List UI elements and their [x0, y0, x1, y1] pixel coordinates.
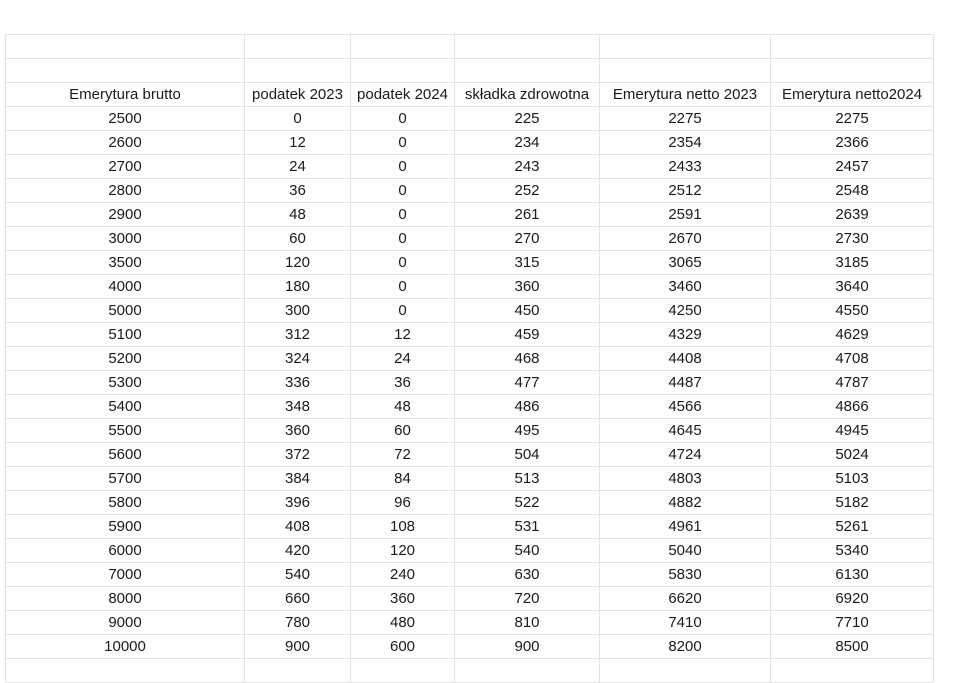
table-cell[interactable]: 36 — [351, 371, 455, 395]
table-cell[interactable]: 5261 — [771, 515, 934, 539]
table-cell[interactable]: 0 — [351, 227, 455, 251]
table-cell[interactable]: 120 — [351, 539, 455, 563]
table-cell[interactable]: 495 — [455, 419, 600, 443]
table-row — [6, 179, 934, 203]
table-cell[interactable]: 5500 — [6, 419, 245, 443]
table-cell[interactable]: 5100 — [6, 323, 245, 347]
table-cell[interactable]: 10000 — [6, 635, 245, 659]
table-row — [6, 515, 934, 539]
table-cell[interactable]: 4866 — [771, 395, 934, 419]
table-cell[interactable]: 8200 — [600, 635, 771, 659]
header-cell-netto-2024[interactable]: Emerytura netto2024 — [771, 83, 934, 107]
table-row — [6, 539, 934, 563]
table-cell[interactable]: 900 — [245, 635, 351, 659]
table-cell[interactable]: 468 — [455, 347, 600, 371]
table-cell[interactable]: 2433 — [600, 155, 771, 179]
header-cell-podatek-2024[interactable]: podatek 2024 — [351, 83, 455, 107]
table-cell[interactable]: 2730 — [771, 227, 934, 251]
table-cell[interactable]: 348 — [245, 395, 351, 419]
table-cell[interactable]: 8000 — [6, 587, 245, 611]
table-cell[interactable]: 5024 — [771, 443, 934, 467]
table-cell[interactable]: 540 — [245, 563, 351, 587]
table-cell[interactable]: 4629 — [771, 323, 934, 347]
table-cell[interactable]: 900 — [455, 635, 600, 659]
header-cell-podatek-2023[interactable]: podatek 2023 — [245, 83, 351, 107]
table-row — [6, 467, 934, 491]
table-cell[interactable]: 48 — [245, 203, 351, 227]
spreadsheet-grid — [5, 34, 934, 683]
table-cell[interactable]: 5103 — [771, 467, 934, 491]
table-cell[interactable]: 2275 — [771, 107, 934, 131]
table-cell[interactable]: 4329 — [600, 323, 771, 347]
table-cell[interactable]: 459 — [455, 323, 600, 347]
table-cell[interactable]: 270 — [455, 227, 600, 251]
table-cell[interactable]: 4787 — [771, 371, 934, 395]
table-cell[interactable]: 4000 — [6, 275, 245, 299]
header-cell-emerytura-brutto[interactable]: Emerytura brutto — [6, 83, 245, 107]
table-cell[interactable]: 4961 — [600, 515, 771, 539]
table-cell[interactable]: 0 — [351, 131, 455, 155]
table-cell[interactable]: 2900 — [6, 203, 245, 227]
table-cell[interactable]: 0 — [245, 107, 351, 131]
table-row — [6, 587, 934, 611]
table-row — [6, 323, 934, 347]
table-cell[interactable]: 4803 — [600, 467, 771, 491]
table-cell[interactable]: 24 — [245, 155, 351, 179]
table-cell[interactable]: 72 — [351, 443, 455, 467]
table-cell[interactable]: 600 — [351, 635, 455, 659]
table-cell[interactable]: 2591 — [600, 203, 771, 227]
table-cell[interactable]: 4882 — [600, 491, 771, 515]
table-row — [6, 371, 934, 395]
table-cell[interactable]: 225 — [455, 107, 600, 131]
table-cell[interactable]: 0 — [351, 299, 455, 323]
table-cell[interactable]: 2600 — [6, 131, 245, 155]
table-cell[interactable]: 3460 — [600, 275, 771, 299]
empty-row — [6, 659, 934, 683]
table-cell[interactable]: 5800 — [6, 491, 245, 515]
table-cell[interactable]: 0 — [351, 107, 455, 131]
table-row — [6, 395, 934, 419]
table-cell[interactable]: 396 — [245, 491, 351, 515]
table-row — [6, 203, 934, 227]
table-cell[interactable]: 324 — [245, 347, 351, 371]
table-cell[interactable]: 5040 — [600, 539, 771, 563]
table-cell[interactable]: 477 — [455, 371, 600, 395]
table-row — [6, 563, 934, 587]
table-cell[interactable]: 4708 — [771, 347, 934, 371]
table-row — [6, 155, 934, 179]
table-cell[interactable]: 5700 — [6, 467, 245, 491]
table-cell[interactable]: 0 — [351, 251, 455, 275]
table-row — [6, 299, 934, 323]
table-cell[interactable]: 2457 — [771, 155, 934, 179]
table-cell[interactable]: 372 — [245, 443, 351, 467]
table-cell[interactable]: 12 — [245, 131, 351, 155]
table-cell[interactable]: 4645 — [600, 419, 771, 443]
table-cell[interactable]: 540 — [455, 539, 600, 563]
table-cell[interactable]: 5300 — [6, 371, 245, 395]
table-cell[interactable]: 660 — [245, 587, 351, 611]
table-cell[interactable]: 300 — [245, 299, 351, 323]
table-cell[interactable]: 243 — [455, 155, 600, 179]
table-cell[interactable]: 3185 — [771, 251, 934, 275]
table-cell[interactable]: 5830 — [600, 563, 771, 587]
table-cell[interactable]: 2275 — [600, 107, 771, 131]
table-row — [6, 419, 934, 443]
table-cell[interactable]: 810 — [455, 611, 600, 635]
table-row — [6, 251, 934, 275]
table-cell[interactable]: 4487 — [600, 371, 771, 395]
pension-table — [5, 34, 934, 683]
table-cell[interactable]: 252 — [455, 179, 600, 203]
table-cell[interactable]: 48 — [351, 395, 455, 419]
table-cell[interactable]: 522 — [455, 491, 600, 515]
table-cell[interactable]: 120 — [245, 251, 351, 275]
table-row — [6, 491, 934, 515]
table-cell[interactable]: 360 — [245, 419, 351, 443]
table-row — [6, 227, 934, 251]
table-cell[interactable]: 3000 — [6, 227, 245, 251]
table-cell[interactable]: 480 — [351, 611, 455, 635]
table-cell[interactable]: 84 — [351, 467, 455, 491]
table-row — [6, 107, 934, 131]
table-cell[interactable]: 24 — [351, 347, 455, 371]
table-row — [6, 635, 934, 659]
table-cell[interactable]: 180 — [245, 275, 351, 299]
table-cell[interactable]: 2548 — [771, 179, 934, 203]
table-cell[interactable]: 3065 — [600, 251, 771, 275]
table-cell[interactable]: 3500 — [6, 251, 245, 275]
table-cell[interactable]: 630 — [455, 563, 600, 587]
table-cell[interactable]: 4408 — [600, 347, 771, 371]
table-cell[interactable]: 6000 — [6, 539, 245, 563]
table-cell[interactable]: 780 — [245, 611, 351, 635]
table-cell[interactable]: 2639 — [771, 203, 934, 227]
table-cell[interactable]: 360 — [351, 587, 455, 611]
table-cell[interactable]: 36 — [245, 179, 351, 203]
table-cell[interactable]: 420 — [245, 539, 351, 563]
table-cell[interactable]: 5340 — [771, 539, 934, 563]
table-cell[interactable]: 60 — [351, 419, 455, 443]
table-cell[interactable]: 4550 — [771, 299, 934, 323]
table-cell[interactable]: 60 — [245, 227, 351, 251]
table-cell[interactable]: 2800 — [6, 179, 245, 203]
table-cell[interactable]: 2670 — [600, 227, 771, 251]
table-cell[interactable]: 5182 — [771, 491, 934, 515]
table-cell[interactable]: 0 — [351, 203, 455, 227]
table-cell[interactable]: 12 — [351, 323, 455, 347]
table-cell[interactable]: 4250 — [600, 299, 771, 323]
table-cell[interactable]: 384 — [245, 467, 351, 491]
table-cell[interactable]: 6130 — [771, 563, 934, 587]
table-row — [6, 443, 934, 467]
table-row — [6, 131, 934, 155]
empty-row — [6, 59, 934, 83]
table-cell[interactable]: 312 — [245, 323, 351, 347]
table-cell[interactable]: 2366 — [771, 131, 934, 155]
header-cell-skladka-zdrowotna[interactable]: składka zdrowotna — [455, 83, 600, 107]
table-row — [6, 347, 934, 371]
table-cell[interactable]: 234 — [455, 131, 600, 155]
table-cell[interactable]: 0 — [351, 155, 455, 179]
table-cell[interactable]: 360 — [455, 275, 600, 299]
header-row — [6, 83, 934, 107]
table-cell[interactable]: 5000 — [6, 299, 245, 323]
table-cell[interactable]: 2512 — [600, 179, 771, 203]
table-cell[interactable]: 7410 — [600, 611, 771, 635]
table-cell[interactable]: 108 — [351, 515, 455, 539]
table-cell[interactable]: 315 — [455, 251, 600, 275]
table-cell[interactable]: 486 — [455, 395, 600, 419]
table-cell[interactable]: 8500 — [771, 635, 934, 659]
table-row — [6, 611, 934, 635]
table-cell[interactable]: 4724 — [600, 443, 771, 467]
table-cell[interactable]: 504 — [455, 443, 600, 467]
table-cell[interactable]: 2354 — [600, 131, 771, 155]
empty-row — [6, 35, 934, 59]
table-cell[interactable]: 5200 — [6, 347, 245, 371]
table-cell[interactable]: 3640 — [771, 275, 934, 299]
header-cell-netto-2023[interactable]: Emerytura netto 2023 — [600, 83, 771, 107]
table-cell[interactable]: 0 — [351, 275, 455, 299]
table-cell[interactable]: 6920 — [771, 587, 934, 611]
table-cell[interactable]: 5900 — [6, 515, 245, 539]
table-cell[interactable]: 4566 — [600, 395, 771, 419]
table-row — [6, 275, 934, 299]
table-cell[interactable]: 7000 — [6, 563, 245, 587]
table-cell[interactable]: 513 — [455, 467, 600, 491]
table-cell[interactable]: 5600 — [6, 443, 245, 467]
table-cell[interactable]: 5400 — [6, 395, 245, 419]
table-cell[interactable]: 9000 — [6, 611, 245, 635]
table-cell[interactable]: 450 — [455, 299, 600, 323]
table-cell[interactable]: 2700 — [6, 155, 245, 179]
table-cell[interactable]: 261 — [455, 203, 600, 227]
table-cell[interactable]: 240 — [351, 563, 455, 587]
table-cell[interactable]: 6620 — [600, 587, 771, 611]
table-cell[interactable]: 96 — [351, 491, 455, 515]
table-cell[interactable]: 0 — [351, 179, 455, 203]
table-cell[interactable]: 2500 — [6, 107, 245, 131]
table-cell[interactable]: 4945 — [771, 419, 934, 443]
table-cell[interactable]: 408 — [245, 515, 351, 539]
table-cell[interactable]: 531 — [455, 515, 600, 539]
table-cell[interactable]: 720 — [455, 587, 600, 611]
table-cell[interactable]: 7710 — [771, 611, 934, 635]
table-cell[interactable]: 336 — [245, 371, 351, 395]
